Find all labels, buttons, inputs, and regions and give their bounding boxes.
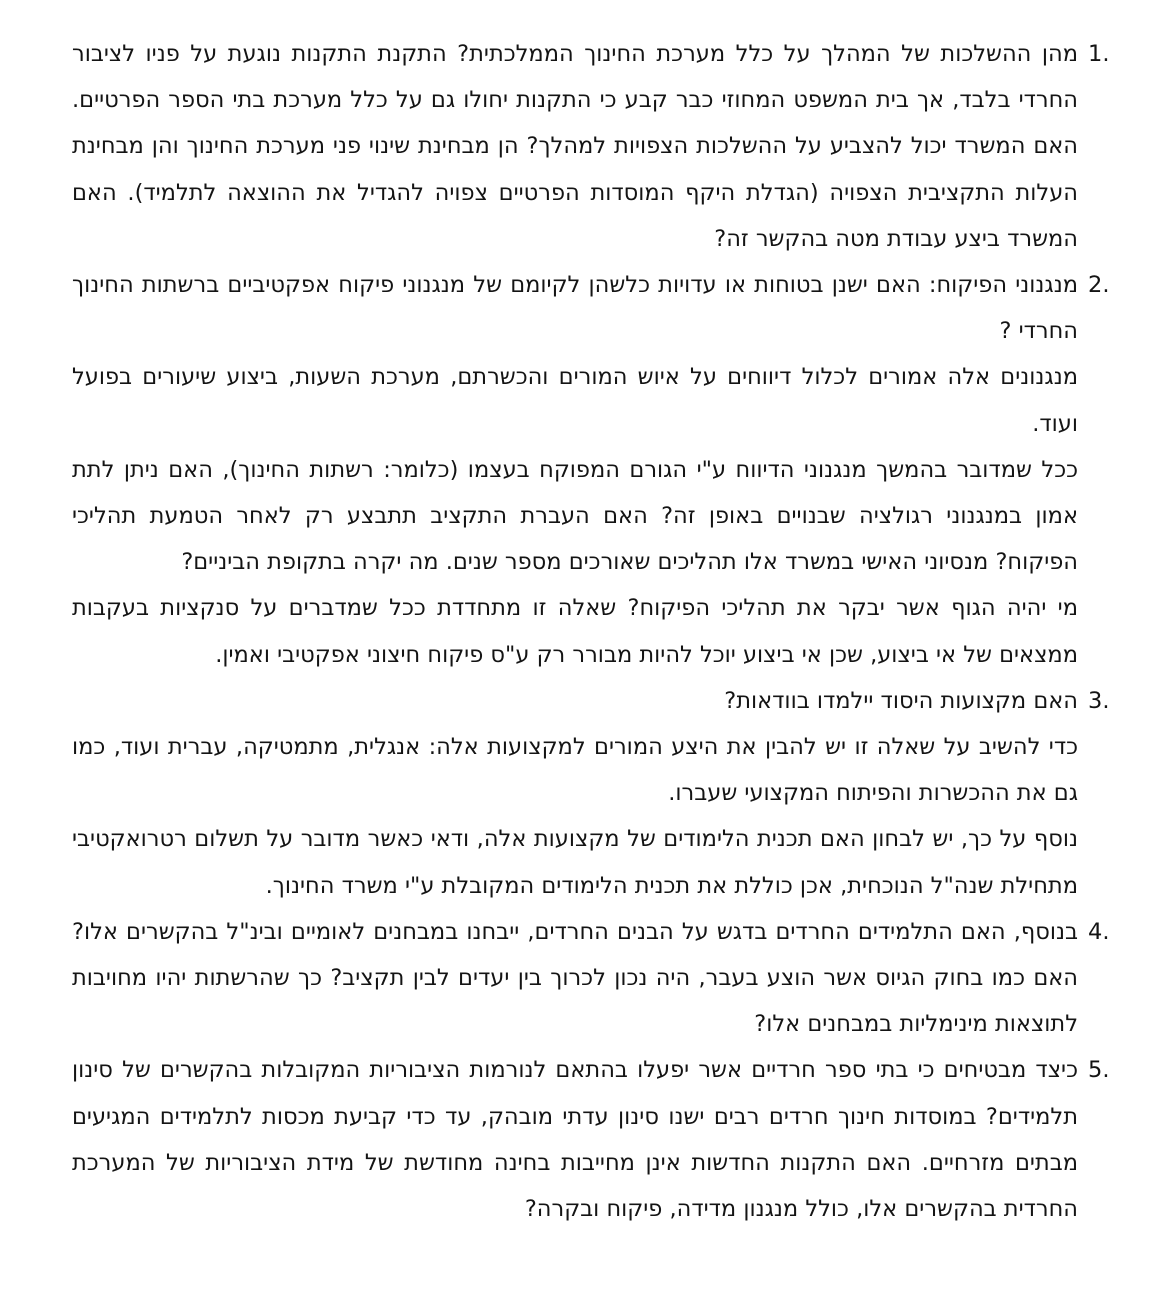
- list-item-5: [72, 1047, 1110, 1232]
- list-item-3: [72, 678, 1110, 724]
- document-body: [72, 31, 1110, 1232]
- list-number: 3.: [1088, 687, 1110, 714]
- paragraph-text: נוסף על כך, יש לבחון האם תכנית הלימודים של מקצועות אלה, ודאי כאשר מדובר על תשלום רטרואקטיבי מתחילת שנה"ל הנוכחית, אכן כוללת את תכנית הלימודים המקובלת ע"י משרד החינוך.: [72, 826, 1078, 899]
- paragraph-text: מנגנוני הפיקוח: האם ישנן בטוחות או עדויות כלשהן לקיומם של מנגנוני פיקוח אפקטיביים ברשתות החינוך החרדי ?: [72, 272, 1078, 345]
- list-number: 5.: [1088, 1057, 1110, 1084]
- list-item-4: [72, 909, 1110, 1048]
- list-number: 4.: [1088, 918, 1110, 945]
- list-number: 2.: [1088, 272, 1110, 299]
- paragraph-text: כדי להשיב על שאלה זו יש להבין את היצע המורים למקצועות אלה: אנגלית, מתמטיקה, עברית ועוד, כמו גם את ההכשרות והפיתוח המקצועי שעברו.: [72, 734, 1078, 807]
- list-item-1: [72, 31, 1110, 262]
- list-number: 1.: [1088, 41, 1110, 67]
- paragraph-text: מי יהיה הגוף אשר יבקר את תהליכי הפיקוח? שאלה זו מתחדדת ככל שמדברים על סנקציות בעקבות ממצאים של אי ביצוע, שכן אי ביצוע יוכל להיות מבורר רק ע"ס פיקוח חיצוני אפקטיבי ואמין.: [72, 595, 1078, 668]
- list-item-2: [72, 262, 1110, 354]
- paragraph-text: ככל שמדובר בהמשך מנגנוני הדיווח ע"י הגורם המפוקח בעצמו (כלומר: רשתות החינוך), האם ניתן לתת אמון במנגנוני רגולציה שבנויים באופן זה? האם העברת התקציב תתבצע רק לאחר הטמעת תהליכי הפיקוח? מנסיוני האישי במשרד אלו תהליכים שאורכים מספר שנים. מה יקרה בתקופת הביניים?: [72, 456, 1078, 576]
- paragraph-text: מהן ההשלכות של המהלך על כלל מערכת החינוך הממלכתית? התקנת התקנות נוגעת על פניו לציבור החרדי בלבד, אך בית המשפט המחוזי כבר קבע כי התקנות יחולו גם על כלל מערכת בתי הספר הפרטיים. האם המשרד יכול להצביע על ההשלכות הצפויות למהלך? הן מבחינת שינוי פני מערכת החינוך והן מבחינת העלות התקציבית הצפויה (הגדלת היקף המוסדות הפרטיים צפויה להגדיל את ההוצאה לתלמיד). האם המשרד ביצע עבודת מטה בהקשר זה?: [72, 41, 1078, 252]
- paragraph-text: האם מקצועות היסוד יילמדו בוודאות?: [724, 687, 1078, 714]
- paragraph-text: כיצד מבטיחים כי בתי ספר חרדיים אשר יפעלו בהתאם לנורמות הציבוריות המקובלות בהקשרים של סינון תלמידים? במוסדות חינוך חרדים רבים ישנו סינון עדתי מובהק, עד כדי קביעת מכסות לתלמידים המגיעים מבתים מזרחיים. האם התקנות החדשות אינן מחייבות בחינה מחודשת של מידת הציבוריות של המערכת החרדית בהקשרים אלו, כולל מנגנון מדידה, פיקוח ובקרה?: [72, 1057, 1078, 1223]
- paragraph-text: בנוסף, האם התלמידים החרדים בדגש על הבנים החרדים, ייבחנו במבחנים לאומיים ובינ"ל בהקשרים אלו? האם כמו בחוק הגיוס אשר הוצע בעבר, היה נכון לכרוך בין יעדים לבין תקציב? כך שהרשתות יהיו מחויבות לתוצאות מינימליות במבחנים אלו?: [72, 918, 1078, 1038]
- paragraph-text: מנגנונים אלה אמורים לכלול דיווחים על איוש המורים והכשרתם, מערכת השעות, ביצוע שיעורים בפועל ועוד.: [72, 364, 1078, 437]
